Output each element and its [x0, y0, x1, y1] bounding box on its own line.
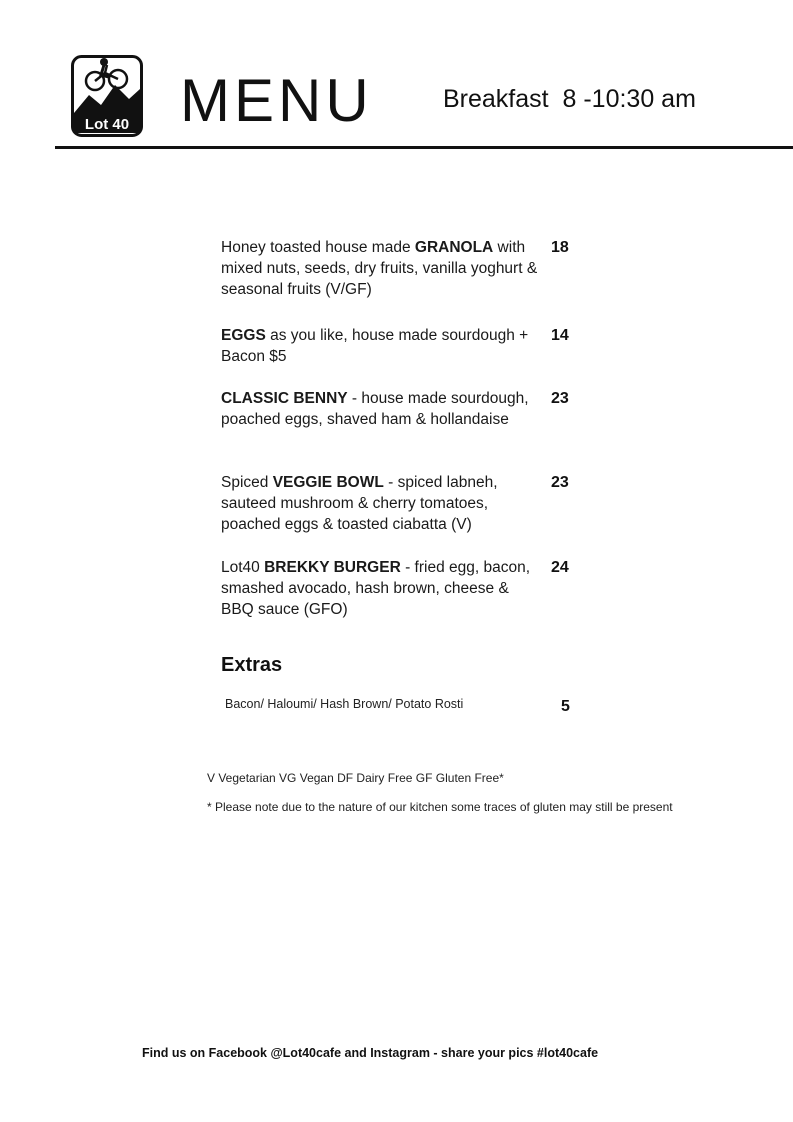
menu-item-eggs: EGGS as you like, house made sourdough + Bacon $5 [221, 327, 529, 365]
menu-item-classic-benny: CLASSIC BENNY - house made sourdough, poached eggs, shaved ham & hollandaise [221, 390, 529, 428]
social-footer: Find us on Facebook @Lot40cafe and Instagram - share your pics #lot40cafe [142, 1046, 599, 1060]
price-classic-benny: 23 [551, 390, 569, 407]
menu-item-brekky-burger: Lot40 BREKKY BURGER - fried egg, bacon, smashed avocado, hash brown, cheese & BBQ sauce (GFO) [221, 559, 531, 618]
menu-item-veggie-bowl: Spiced VEGGIE BOWL - spiced labneh, sauteed mushroom & cherry tomatoes, poached eggs & toasted ciabatta (V) [221, 474, 498, 533]
item-name: EGGS [221, 327, 266, 344]
service-hours: Breakfast 8 -10:30 am [443, 85, 696, 113]
page-title: MENU [180, 67, 373, 134]
price-brekky-burger: 24 [551, 559, 569, 576]
item-name: CLASSIC BENNY [221, 390, 348, 407]
gluten-note: * Please note due to the nature of our kitchen some traces of gluten may still be present [207, 800, 673, 814]
extras-heading: Extras [221, 654, 283, 676]
price-eggs: 14 [551, 327, 569, 344]
logo-text: Lot 40 [84, 116, 130, 133]
menu-item-granola: Honey toasted house made GRANOLA with mixed nuts, seeds, dry fruits, vanilla yoghurt & seasonal fruits (V/GF) [221, 239, 538, 298]
item-name: VEGGIE BOWL [272, 474, 384, 491]
extras-price: 5 [561, 698, 570, 715]
dietary-legend: V Vegetarian VG Vegan DF Dairy Free GF Gluten Free* [207, 771, 504, 785]
cafe-logo [71, 55, 143, 137]
item-name: GRANOLA [414, 239, 494, 256]
header-divider [55, 146, 793, 149]
item-name: BREKKY BURGER [264, 559, 401, 576]
price-veggie-bowl: 23 [551, 474, 569, 491]
price-granola: 18 [551, 239, 569, 256]
bmx-rider-icon [71, 55, 143, 137]
extras-list: Bacon/ Haloumi/ Hash Brown/ Potato Rosti [225, 697, 464, 711]
